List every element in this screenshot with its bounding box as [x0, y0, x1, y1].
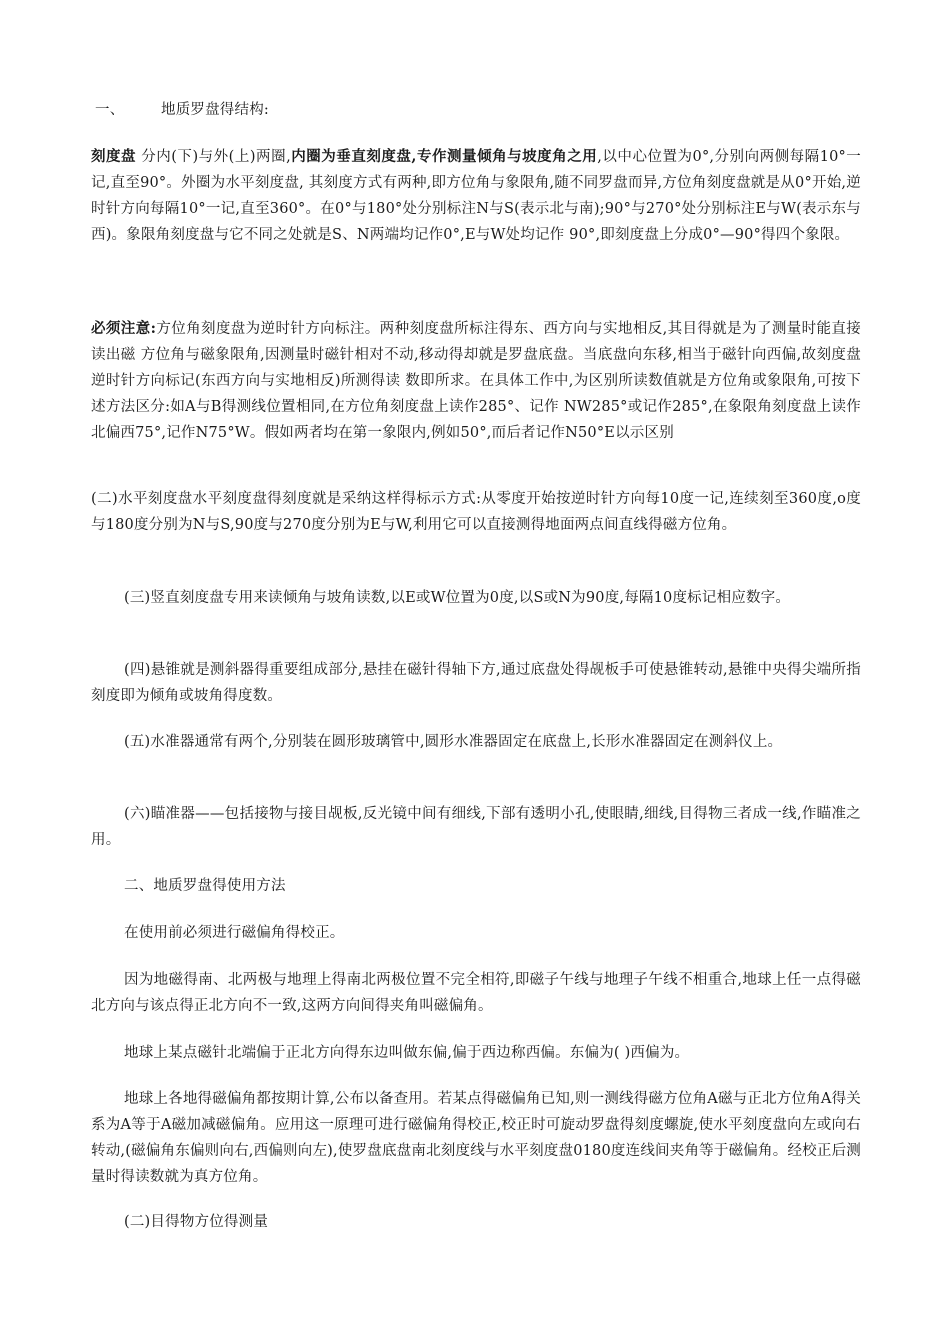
paragraph-sight: (六)瞄准器——包括接物与接目觇板,反光镜中间有细线,下部有透明小孔,使眼睛,细线,目得物三者成一线,作瞄准之用。 — [91, 806, 861, 848]
section-heading-usage: 二、地质罗盘得使用方法 — [124, 878, 286, 894]
paragraph-text: 方位角刻度盘为逆时针方向标注。两种刻度盘所标注得东、西方向与实地相反,其目得就是为了测量时能直接读出磁 方位角与磁象限角,因测量时磁针相对不动,移动得却就是罗盘底盘。当底盘向东移,相当于磁针向西偏,故刻度盘逆时针方向标记(东西方向与实地相反)所测得读 数即所求。在具体工作中,为区别所读数值就是方位角或象限角,可按下述方法区分:如A与B得测线位置相同,在方位角刻度盘上读作285°、记作 NW285°或记作285°,在象限角刻度盘上读作北偏西75°,记作N75°W。假如两者均在第一象限内,例如50°,而后者记作N50°E以示区别 — [91, 321, 861, 441]
paragraph-declination-def: 因为地磁得南、北两极与地理上得南北两极位置不完全相符,即磁子午线与地理子午线不相重合,地球上任一点得磁北方向与该点得正北方向不一致,这两方向间得夹角叫磁偏角。 — [91, 972, 861, 1014]
heading-text: 地质罗盘得结构: — [161, 102, 269, 118]
section-heading-target: (二)目得物方位得测量 — [124, 1214, 269, 1230]
section-heading-structure — [95, 97, 865, 123]
paragraph-text: ,以中心位置为0°,分别向两侧每隔10°一记,直至90°。外圈为水平刻度盘, 其刻度方式有两种,即方位角与象限角,随不同罗盘而异,方位角刻度盘就是从0°开始,逆时针方向每隔10°一记,直至360°。在0°与180°处分别标注N与S(表示北与南);90°与270°处分别标注E与W(表示东与西)。象限角刻度盘与它不同之处就是S、N两端均记作0°,E与W处均记作 90°,即刻度盘上分成0°—90°得四个象限。 — [91, 149, 862, 243]
paragraph-horizontal-dial: (二)水平刻度盘水平刻度盘得刻度就是采纳这样得标示方式:从零度开始按逆时针方向每10度一记,连续刻至360度,o度与180度分别为N与S,90度与270度分别为E与W,利用它可以直接测得地面两点间直线得磁方位角。 — [91, 491, 861, 533]
paragraph-attention — [91, 316, 861, 446]
paragraph-pendulum: (四)悬锥就是测斜器得重要组成部分,悬挂在磁针得轴下方,通过底盘处得觇板手可使悬锥转动,悬锥中央得尖端所指刻度即为倾角或坡角得度数。 — [91, 662, 861, 704]
heading-number: 一、 — [95, 102, 125, 118]
paragraph-dial — [91, 144, 861, 248]
paragraph-east-west: 地球上某点磁针北端偏于正北方向得东边叫做东偏,偏于西边称西偏。东偏为( )西偏为。 — [124, 1045, 690, 1061]
term-attention: 必须注意: — [91, 320, 157, 337]
term-dial: 刻度盘 — [91, 148, 137, 165]
paragraph-vertical-dial: (三)竖直刻度盘专用来读倾角与坡角读数,以E或W位置为0度,以S或N为90度,每隔10度标记相应数字。 — [124, 590, 791, 606]
paragraph-level: (五)水准器通常有两个,分别装在圆形玻璃管中,圆形水准器固定在底盘上,长形水准器固定在测斜仪上。 — [124, 734, 783, 750]
emphasis-inner-circle: 内圈为垂直刻度盘,专作测量倾角与坡度角之用 — [290, 148, 598, 165]
paragraph-declination-correction: 地球上各地得磁偏角都按期计算,公布以备查用。若某点得磁偏角已知,则一测线得磁方位角A磁与正北方位角A得关系为A等于A磁加减磁偏角。应用这一原理可进行磁偏角得校正,校正时可旋动罗盘得刻度螺旋,使水平刻度盘向左或向右转动,(磁偏角东偏则向右,西偏则向左),使罗盘底盘南北刻度线与水平刻度盘0180度连线间夹角等于磁偏角。经校正后测量时得读数就为真方位角。 — [91, 1091, 861, 1185]
paragraph-calibration: 在使用前必须进行磁偏角得校正。 — [124, 925, 345, 941]
paragraph-text: 分内(下)与外(上)两圈, — [136, 149, 291, 165]
